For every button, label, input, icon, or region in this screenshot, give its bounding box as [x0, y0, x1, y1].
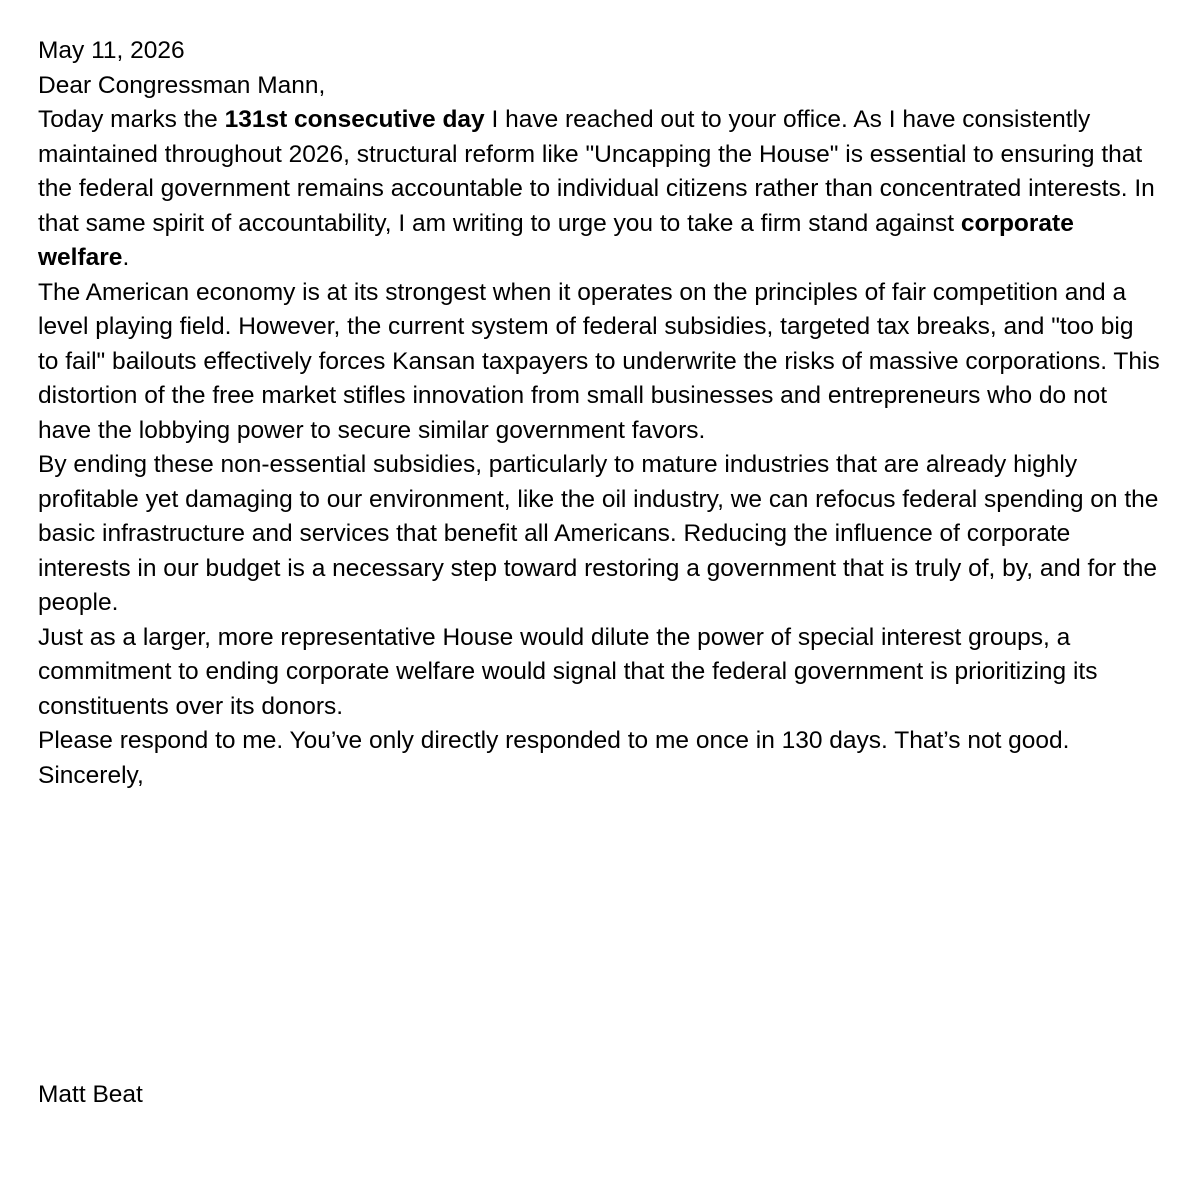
letter-salutation: Dear Congressman Mann, [38, 71, 326, 99]
bold-corporate-welfare: corporate welfare [38, 209, 1074, 271]
letter-date: May 11, 2026 [38, 37, 185, 64]
paragraph-1 [38, 103, 1160, 276]
paragraph-3: By ending these non-essential subsidies, particularly to mature industries that are already highly profitable yet damaging to our environment, like the oil industry, we can refocus federal spending on the basic infrastructure and services that benefit all Americans. Reducing the influence of corporate interests in our budget is a necessary step toward restoring a government that is truly of, by, and for the people. [38, 451, 1159, 616]
paragraph-4: Just as a larger, more representative House would dilute the power of special interest groups, a commitment to ending corporate welfare would signal that the federal government is prioritizing its constituents over its donors. [38, 623, 1098, 720]
paragraph-1-text-a: Today marks the [38, 106, 225, 133]
paragraph-2: The American economy is at its strongest when it operates on the principles of fair competition and a level playing field. However, the current system of federal subsidies, targeted tax breaks, and "too big to fail" bailouts effectively forces Kansan taxpayers to underwrite the risks of massive corporations. This distortion of the free market stifles innovation from small businesses and entrepreneurs who do not have the lobbying power to secure similar government favors. [38, 278, 1160, 444]
bold-consecutive-day: 131st consecutive day [224, 106, 485, 133]
letter-signature: Matt Beat [38, 1081, 143, 1108]
paragraph-5: Please respond to me. You’ve only directly responded to me once in 130 days. That’s not good. [38, 727, 1070, 754]
paragraph-1-text-e: . [122, 244, 130, 271]
letter-closing: Sincerely, [38, 761, 144, 789]
paragraph-1-text-c: I have reached out to your office. As I have consistently maintained throughout 2026, structural reform like "Uncapping the House" is essential to ensuring that the federal government remains accountable to individual citizens rather than concentrated interests. In that same spirit of accountability, I am writing to urge you to take a firm stand against [38, 106, 1155, 237]
